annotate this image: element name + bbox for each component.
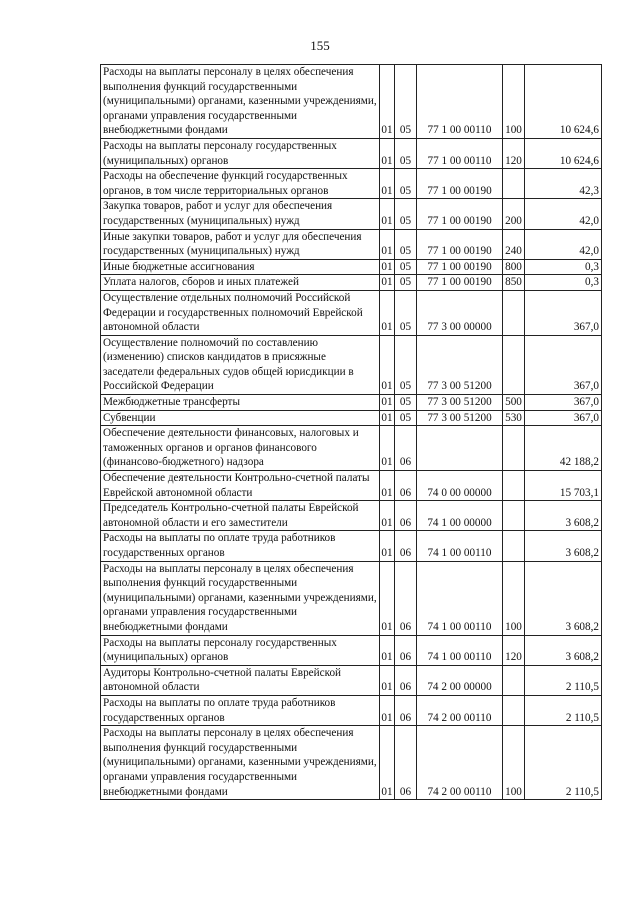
page-number: 155 — [310, 38, 330, 53]
target-article-code-cell: 74 2 00 00110 — [417, 726, 503, 800]
section-code-cell: 01 — [380, 635, 395, 665]
item-name-cell: Расходы на выплаты персоналу в целях обеспечения выполнения функций государственными (муниципальными) органами, казенными учреждениями, органами управления государственными внебюджетными фондами — [101, 65, 380, 139]
table-row — [101, 501, 602, 531]
expense-type-code-cell — [503, 531, 525, 561]
budget-table — [100, 64, 602, 800]
amount-cell: 3 608,2 — [525, 561, 602, 635]
table-row — [101, 635, 602, 665]
amount-cell: 3 608,2 — [525, 531, 602, 561]
target-article-code-cell — [417, 426, 503, 471]
item-name-cell: Иные бюджетные ассигнования — [101, 259, 380, 275]
item-name-cell: Обеспечение деятельности финансовых, налоговых и таможенных органов и органов финансового (финансово-бюджетного) надзора — [101, 426, 380, 471]
table-row — [101, 275, 602, 291]
target-article-code-cell: 77 1 00 00190 — [417, 229, 503, 259]
item-name-cell: Субвенции — [101, 410, 380, 426]
target-article-code-cell: 74 2 00 00000 — [417, 665, 503, 695]
item-name-cell: Расходы на выплаты персоналу в целях обеспечения выполнения функций государственными (муниципальными) органами, казенными учреждениями, органами управления государственными внебюджетными фондами — [101, 726, 380, 800]
budget-table-body — [101, 65, 602, 800]
expense-type-code-cell: 800 — [503, 259, 525, 275]
item-name-cell: Расходы на выплаты по оплате труда работников государственных органов — [101, 531, 380, 561]
amount-cell: 0,3 — [525, 275, 602, 291]
subsection-code-cell: 05 — [395, 138, 417, 168]
expense-type-code-cell: 500 — [503, 395, 525, 411]
expense-type-code-cell: 240 — [503, 229, 525, 259]
table-row — [101, 665, 602, 695]
table-row — [101, 335, 602, 394]
subsection-code-cell: 05 — [395, 275, 417, 291]
subsection-code-cell: 06 — [395, 665, 417, 695]
section-code-cell: 01 — [380, 199, 395, 229]
item-name-cell: Закупка товаров, работ и услуг для обеспечения государственных (муниципальных) нужд — [101, 199, 380, 229]
expense-type-code-cell: 100 — [503, 726, 525, 800]
target-article-code-cell: 77 1 00 00190 — [417, 169, 503, 199]
section-code-cell: 01 — [380, 726, 395, 800]
expense-type-code-cell: 850 — [503, 275, 525, 291]
expense-type-code-cell: 530 — [503, 410, 525, 426]
subsection-code-cell: 06 — [395, 561, 417, 635]
amount-cell: 10 624,6 — [525, 138, 602, 168]
table-row — [101, 531, 602, 561]
item-name-cell: Председатель Контрольно-счетной палаты Еврейской автономной области и его заместители — [101, 501, 380, 531]
target-article-code-cell: 74 1 00 00000 — [417, 501, 503, 531]
expense-type-code-cell: 200 — [503, 199, 525, 229]
amount-cell: 42,0 — [525, 199, 602, 229]
subsection-code-cell: 05 — [395, 229, 417, 259]
item-name-cell: Расходы на обеспечение функций государственных органов, в том числе территориальных органов — [101, 169, 380, 199]
section-code-cell: 01 — [380, 275, 395, 291]
expense-type-code-cell — [503, 426, 525, 471]
amount-cell: 15 703,1 — [525, 471, 602, 501]
subsection-code-cell: 06 — [395, 635, 417, 665]
subsection-code-cell: 05 — [395, 169, 417, 199]
target-article-code-cell: 77 3 00 51200 — [417, 410, 503, 426]
table-row — [101, 471, 602, 501]
amount-cell: 3 608,2 — [525, 501, 602, 531]
subsection-code-cell: 05 — [395, 259, 417, 275]
section-code-cell: 01 — [380, 259, 395, 275]
target-article-code-cell: 77 1 00 00110 — [417, 65, 503, 139]
table-row — [101, 726, 602, 800]
section-code-cell: 01 — [380, 531, 395, 561]
target-article-code-cell: 77 1 00 00190 — [417, 199, 503, 229]
target-article-code-cell: 74 2 00 00110 — [417, 695, 503, 725]
expense-type-code-cell: 100 — [503, 561, 525, 635]
section-code-cell: 01 — [380, 229, 395, 259]
target-article-code-cell: 77 3 00 51200 — [417, 335, 503, 394]
expense-type-code-cell — [503, 335, 525, 394]
target-article-code-cell: 74 1 00 00110 — [417, 635, 503, 665]
expense-type-code-cell: 120 — [503, 138, 525, 168]
table-row — [101, 695, 602, 725]
amount-cell: 10 624,6 — [525, 65, 602, 139]
target-article-code-cell: 77 1 00 00190 — [417, 259, 503, 275]
subsection-code-cell: 06 — [395, 501, 417, 531]
table-row — [101, 138, 602, 168]
table-row — [101, 290, 602, 335]
expense-type-code-cell — [503, 501, 525, 531]
item-name-cell: Осуществление полномочий по составлению (изменению) списков кандидатов в присяжные заседатели федеральных судов общей юрисдикции в Российской Федерации — [101, 335, 380, 394]
expense-type-code-cell — [503, 665, 525, 695]
item-name-cell: Расходы на выплаты персоналу государственных (муниципальных) органов — [101, 635, 380, 665]
subsection-code-cell: 05 — [395, 410, 417, 426]
table-row — [101, 169, 602, 199]
item-name-cell: Уплата налогов, сборов и иных платежей — [101, 275, 380, 291]
item-name-cell: Осуществление отдельных полномочий Российской Федерации и государственных полномочий Еврейской автономной области — [101, 290, 380, 335]
item-name-cell: Обеспечение деятельности Контрольно-счетной палаты Еврейской автономной области — [101, 471, 380, 501]
expense-type-code-cell: 100 — [503, 65, 525, 139]
target-article-code-cell: 77 3 00 51200 — [417, 395, 503, 411]
section-code-cell: 01 — [380, 169, 395, 199]
target-article-code-cell: 74 0 00 00000 — [417, 471, 503, 501]
amount-cell: 3 608,2 — [525, 635, 602, 665]
subsection-code-cell: 05 — [395, 65, 417, 139]
target-article-code-cell: 77 3 00 00000 — [417, 290, 503, 335]
table-row — [101, 395, 602, 411]
table-row — [101, 199, 602, 229]
amount-cell: 42,3 — [525, 169, 602, 199]
expense-type-code-cell: 120 — [503, 635, 525, 665]
item-name-cell: Расходы на выплаты персоналу государственных (муниципальных) органов — [101, 138, 380, 168]
subsection-code-cell: 06 — [395, 426, 417, 471]
target-article-code-cell: 77 1 00 00110 — [417, 138, 503, 168]
section-code-cell: 01 — [380, 501, 395, 531]
subsection-code-cell: 05 — [395, 290, 417, 335]
amount-cell: 42 188,2 — [525, 426, 602, 471]
section-code-cell: 01 — [380, 471, 395, 501]
item-name-cell: Расходы на выплаты персоналу в целях обеспечения выполнения функций государственными (муниципальными) органами, казенными учреждениями, органами управления государственными внебюджетными фондами — [101, 561, 380, 635]
section-code-cell: 01 — [380, 395, 395, 411]
table-row — [101, 561, 602, 635]
subsection-code-cell: 06 — [395, 695, 417, 725]
section-code-cell: 01 — [380, 138, 395, 168]
table-row — [101, 229, 602, 259]
section-code-cell: 01 — [380, 410, 395, 426]
expense-type-code-cell — [503, 169, 525, 199]
amount-cell: 42,0 — [525, 229, 602, 259]
target-article-code-cell: 74 1 00 00110 — [417, 531, 503, 561]
subsection-code-cell: 05 — [395, 395, 417, 411]
item-name-cell: Аудиторы Контрольно-счетной палаты Еврейской автономной области — [101, 665, 380, 695]
item-name-cell: Межбюджетные трансферты — [101, 395, 380, 411]
section-code-cell: 01 — [380, 65, 395, 139]
subsection-code-cell: 06 — [395, 531, 417, 561]
section-code-cell: 01 — [380, 695, 395, 725]
section-code-cell: 01 — [380, 335, 395, 394]
item-name-cell: Расходы на выплаты по оплате труда работников государственных органов — [101, 695, 380, 725]
amount-cell: 367,0 — [525, 410, 602, 426]
target-article-code-cell: 74 1 00 00110 — [417, 561, 503, 635]
amount-cell: 0,3 — [525, 259, 602, 275]
expense-type-code-cell — [503, 695, 525, 725]
amount-cell: 2 110,5 — [525, 726, 602, 800]
table-row — [101, 259, 602, 275]
amount-cell: 2 110,5 — [525, 695, 602, 725]
table-row — [101, 65, 602, 139]
subsection-code-cell: 05 — [395, 199, 417, 229]
subsection-code-cell: 05 — [395, 335, 417, 394]
section-code-cell: 01 — [380, 426, 395, 471]
amount-cell: 367,0 — [525, 335, 602, 394]
section-code-cell: 01 — [380, 290, 395, 335]
subsection-code-cell: 06 — [395, 471, 417, 501]
target-article-code-cell: 77 1 00 00190 — [417, 275, 503, 291]
amount-cell: 367,0 — [525, 290, 602, 335]
subsection-code-cell: 06 — [395, 726, 417, 800]
expense-type-code-cell — [503, 290, 525, 335]
expense-type-code-cell — [503, 471, 525, 501]
section-code-cell: 01 — [380, 561, 395, 635]
item-name-cell: Иные закупки товаров, работ и услуг для обеспечения государственных (муниципальных) нужд — [101, 229, 380, 259]
amount-cell: 367,0 — [525, 395, 602, 411]
amount-cell: 2 110,5 — [525, 665, 602, 695]
table-row — [101, 426, 602, 471]
section-code-cell: 01 — [380, 665, 395, 695]
table-row — [101, 410, 602, 426]
